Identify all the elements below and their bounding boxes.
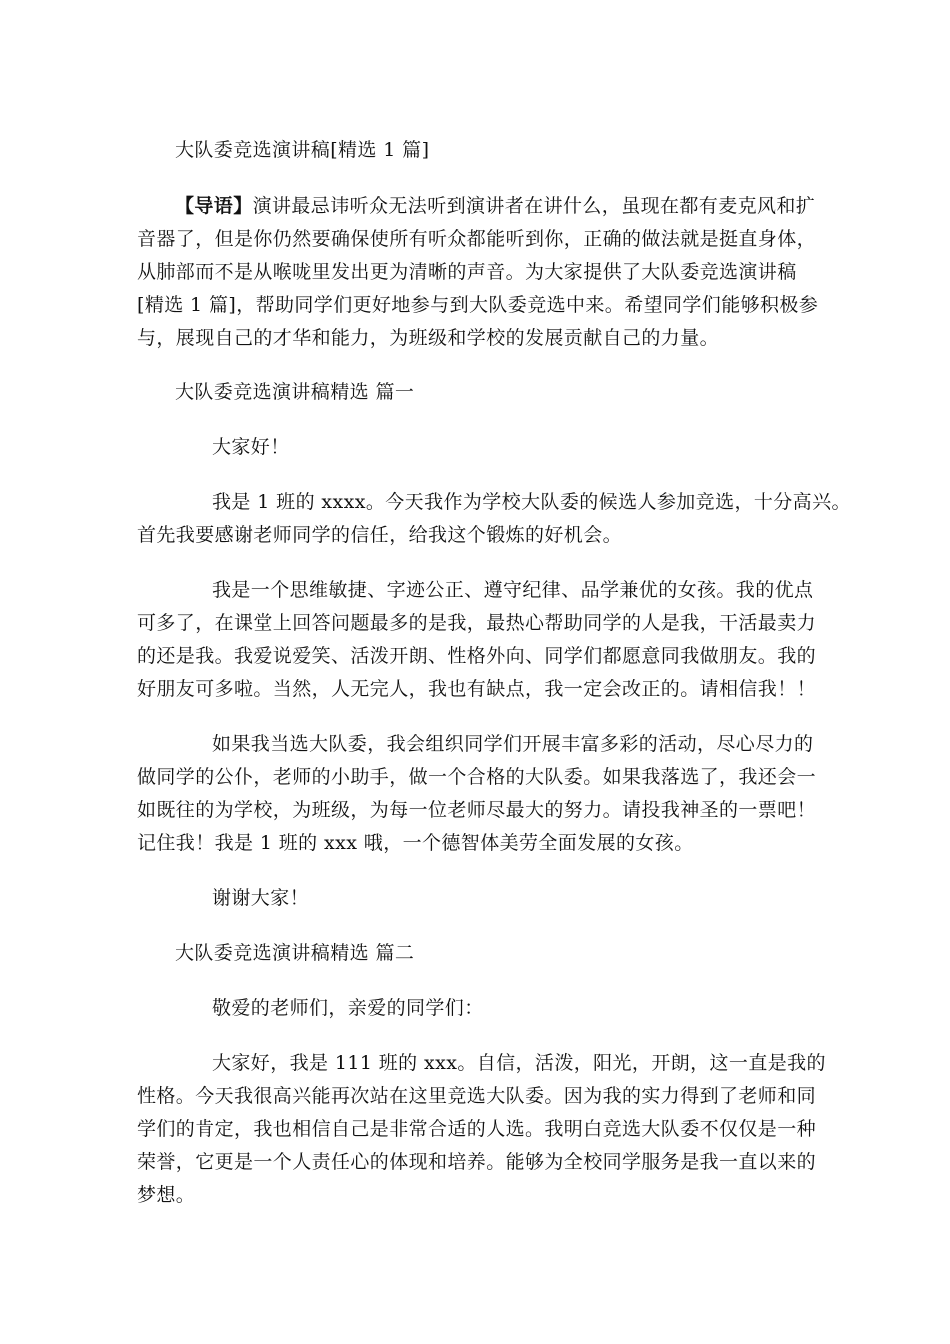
section1-p1-line-1: 我是 1 班的 xxxx。今天我作为学校大队委的候选人参加竞选，十分高兴。 xyxy=(212,491,851,513)
intro-line-3: 从肺部而不是从喉咙里发出更为清晰的声音。为大家提供了大队委竞选演讲稿 xyxy=(137,261,797,283)
section2-p1-line-5: 梦想。 xyxy=(137,1184,196,1206)
section2-p1-line-1: 大家好，我是 111 班的 xxx。自信，活泼，阳光，开朗，这一直是我的 xyxy=(212,1052,826,1074)
section1-p2-line-2: 可多了，在课堂上回答问题最多的是我，最热心帮助同学的人是我，干活最卖力 xyxy=(137,612,817,634)
section1-p2-line-1: 我是一个思维敏捷、字迹公正、遵守纪律、品学兼优的女孩。我的优点 xyxy=(212,579,814,601)
intro-line-4: [精选 1 篇]，帮助同学们更好地参与到大队委竞选中来。希望同学们能够积极参 xyxy=(137,294,819,316)
section2-p1-line-4: 荣誉，它更是一个人责任心的体现和培养。能够为全校同学服务是我一直以来的 xyxy=(137,1151,817,1173)
intro-line-1 xyxy=(175,194,815,218)
document-title: 大队委竞选演讲稿[精选 1 篇] xyxy=(175,139,430,161)
section1-greeting: 大家好！ xyxy=(212,436,290,458)
section1-p3-line-4: 记住我！我是 1 班的 xxx 哦，一个德智体美劳全面发展的女孩。 xyxy=(137,832,694,854)
section1-p3-line-2: 做同学的公仆，老师的小助手，做一个合格的大队委。如果我落选了，我还会一 xyxy=(137,766,817,788)
section1-p3-line-3: 如既往的为学校，为班级，为每一位老师尽最大的努力。请投我神圣的一票吧！ xyxy=(137,799,817,821)
section2-heading: 大队委竞选演讲稿精选 篇二 xyxy=(175,942,415,964)
section2-p1-line-2: 性格。今天我很高兴能再次站在这里竞选大队委。因为我的实力得到了老师和同 xyxy=(137,1085,817,1107)
section1-p2-line-4: 好朋友可多啦。当然，人无完人，我也有缺点，我一定会改正的。请相信我！！ xyxy=(137,678,817,700)
section2-p1-line-3: 学们的肯定，我也相信自己是非常合适的人选。我明白竞选大队委不仅仅是一种 xyxy=(137,1118,817,1140)
section1-closing: 谢谢大家！ xyxy=(212,887,310,909)
intro-line-5: 与，展现自己的才华和能力，为班级和学校的发展贡献自己的力量。 xyxy=(137,327,720,349)
section1-p1-line-2: 首先我要感谢老师同学的信任，给我这个锻炼的好机会。 xyxy=(137,524,623,546)
section2-salutation: 敬爱的老师们，亲爱的同学们： xyxy=(212,997,484,1019)
intro-lead-label: 【导语】 xyxy=(175,195,253,217)
section1-p3-line-1: 如果我当选大队委，我会组织同学们开展丰富多彩的活动，尽心尽力的 xyxy=(212,733,814,755)
intro-line-1-text: 演讲最忌讳听众无法听到演讲者在讲什么，虽现在都有麦克风和扩 xyxy=(252,195,816,217)
section1-heading: 大队委竞选演讲稿精选 篇一 xyxy=(175,381,415,403)
section1-p2-line-3: 的还是我。我爱说爱笑、活泼开朗、性格外向、同学们都愿意同我做朋友。我的 xyxy=(137,645,817,667)
intro-line-2: 音器了，但是你仍然要确保使所有听众都能听到你，正确的做法就是挺直身体， xyxy=(137,228,817,250)
